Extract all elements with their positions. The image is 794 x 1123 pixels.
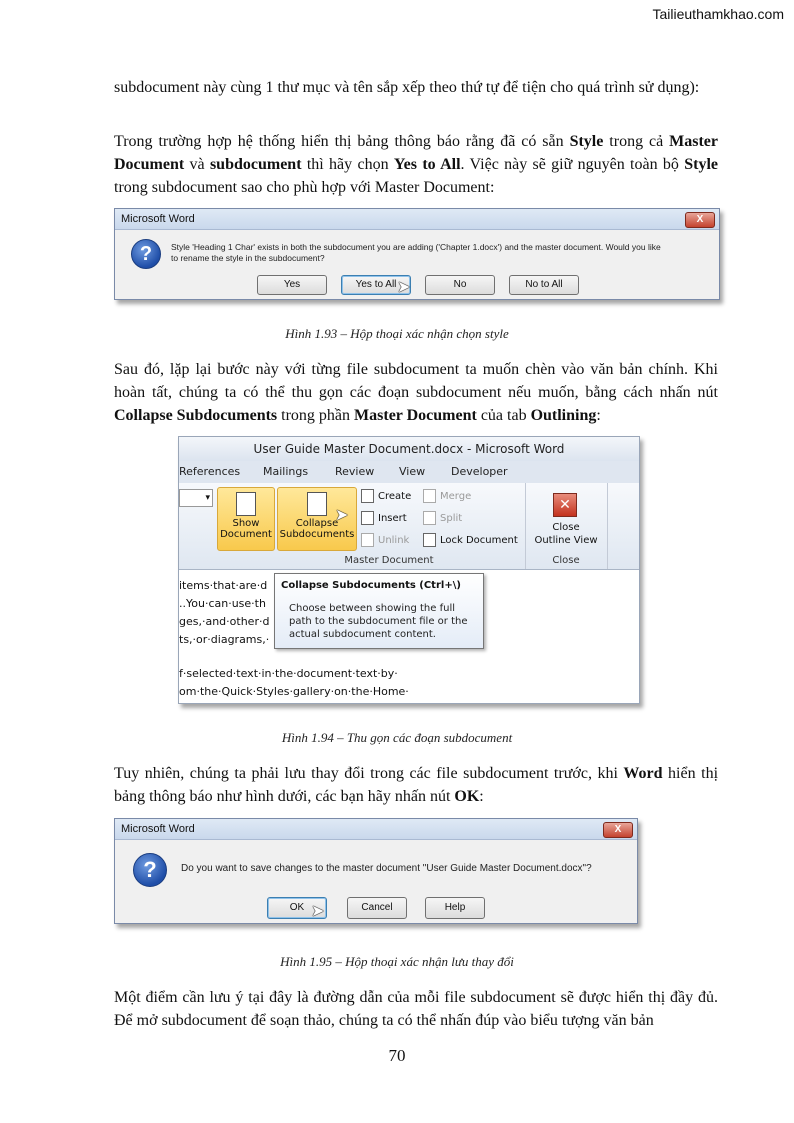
tooltip-title: Collapse Subdocuments (Ctrl+\) <box>281 580 461 591</box>
button-label: Split <box>440 513 463 524</box>
group-label-master-document: Master Document <box>344 555 434 566</box>
help-button[interactable]: Help <box>425 897 485 919</box>
bold-run: subdocument <box>209 156 302 173</box>
bold-run: Collapse Subdocuments <box>114 407 278 424</box>
bold-run: Style <box>684 156 718 173</box>
level-dropdown[interactable] <box>179 489 213 507</box>
text-run: của tab <box>476 407 531 424</box>
word-ribbon-screenshot <box>178 436 640 704</box>
bold-run: Master Document <box>354 407 477 424</box>
text-run: trong phần <box>277 407 355 424</box>
create-icon <box>361 489 374 503</box>
window-title: User Guide Master Document.docx - Microsoft Word <box>179 437 639 461</box>
doc-text-line: f·selected·text·in·the·document·text·by· <box>179 667 398 680</box>
unlink-icon <box>361 533 374 547</box>
chevron-down-icon: ▾ <box>205 493 210 503</box>
question-icon: ? <box>131 239 161 269</box>
show-document-button[interactable] <box>217 487 275 551</box>
text-run: hiển thị bảng thông báo như hình dưới, các bạn hãy nhấn nút <box>114 765 719 805</box>
unlink-button[interactable] <box>361 533 409 547</box>
yes-button[interactable]: Yes <box>257 275 327 295</box>
bold-run: Word <box>623 765 663 782</box>
create-button[interactable] <box>361 489 411 503</box>
group-divider <box>525 483 526 569</box>
bold-run: Style <box>569 133 604 150</box>
tab-review[interactable]: Review <box>335 465 375 478</box>
insert-icon <box>361 511 374 525</box>
ribbon-body <box>179 483 639 570</box>
page-number: 70 <box>388 1046 406 1065</box>
button-label: Collapse <box>295 518 339 529</box>
tooltip-body: Choose between showing the full path to the subdocument file or the actual subdocument content. <box>289 603 468 640</box>
split-button[interactable] <box>423 511 462 525</box>
tab-mailings[interactable]: Mailings <box>263 465 309 478</box>
merge-icon <box>423 489 436 503</box>
button-label: Merge <box>440 491 472 502</box>
collapse-subdocuments-tooltip <box>274 573 484 649</box>
button-label: Unlink <box>378 535 410 546</box>
button-label: Show <box>232 518 260 529</box>
ribbon-tabs <box>179 461 639 483</box>
no-to-all-button[interactable]: No to All <box>509 275 579 295</box>
button-label: Insert <box>378 513 407 524</box>
doc-text-line: ..You·can·use·th <box>179 597 266 610</box>
button-label: Outline View <box>534 535 598 546</box>
style-conflict-dialog <box>114 208 720 300</box>
lock-icon <box>423 533 436 547</box>
paragraph-4 <box>114 762 718 808</box>
text-run: Sau đó, lặp lại bước này với từng file subdocument ta muốn chèn vào văn bản chính. Khi hoàn tất, chúng ta có thể thu gọn các đoạn subdocument nếu muốn, bằng cách nhấn nút <box>114 361 718 401</box>
paragraph-5 <box>114 986 718 1032</box>
paragraph-2 <box>114 130 718 199</box>
tab-references[interactable]: References <box>179 465 241 478</box>
text-run: và <box>184 156 210 173</box>
text-run: trong cả <box>603 133 670 150</box>
no-button[interactable]: No <box>425 275 495 295</box>
watermark: Tailieuthamkhao.com <box>652 6 784 22</box>
paragraph-1-line1: subdocument này cùng 1 thư mục và tên sắp xếp theo thứ tự để tiện cho quá trình sử <box>114 79 654 96</box>
yes-to-all-button[interactable]: Yes to All <box>341 275 411 295</box>
tab-developer[interactable]: Developer <box>451 465 508 478</box>
caption-1-93: Hình 1.93 – Hộp thoại xác nhận chọn style <box>285 326 509 341</box>
doc-text-line: ges,·and·other·d <box>179 615 270 628</box>
text-run: Một điểm cần lưu ý tại đây là đường dẫn của mỗi file subdocument sẽ được hiển thị đầy đủ. Để mở subdocument để soạn thảo, chúng ta có thể nhấn đúp vào biểu tượng văn bản <box>114 989 718 1029</box>
paragraph-1-line2: dụng): <box>657 79 700 96</box>
paragraph-1 <box>114 76 718 99</box>
text-run: Trong trường hợp hệ thống hiển thị bảng thông báo rằng đã có sẵn <box>114 133 570 150</box>
button-label: Close <box>552 522 580 533</box>
button-label: Create <box>378 491 412 502</box>
dialog-message: Do you want to save changes to the master document "User Guide Master Document.docx"? <box>181 863 592 874</box>
lock-document-button[interactable] <box>423 533 518 547</box>
doc-text-line: om·the·Quick·Styles·gallery·on·the·Home· <box>179 685 409 698</box>
message-line: Style 'Heading 1 Char' exists in both the subdocument you are adding ('Chapter 1.docx') and the master document. Would you like <box>171 242 661 252</box>
button-label: Lock Document <box>440 535 518 546</box>
ok-button[interactable]: OK <box>267 897 327 919</box>
dialog-title: Microsoft Word <box>115 819 637 840</box>
dialog-message <box>171 242 711 264</box>
collapse-document-icon <box>307 492 327 516</box>
close-outline-view-button[interactable] <box>529 521 603 547</box>
caption-1-95: Hình 1.95 – Hộp thoại xác nhận lưu thay đổi <box>280 954 514 969</box>
bold-run: Master Document <box>114 133 718 173</box>
close-outline-view-icon: ✕ <box>553 493 577 517</box>
caption-1-94: Hình 1.94 – Thu gọn các đoạn subdocument <box>281 730 513 745</box>
split-icon <box>423 511 436 525</box>
text-run: thì hãy chọn <box>301 156 394 173</box>
close-icon[interactable]: X <box>685 212 715 228</box>
bold-run: OK <box>454 788 480 805</box>
text-run: : <box>596 407 601 424</box>
mouse-cursor-icon: ➤ <box>397 279 411 296</box>
group-divider <box>607 483 608 569</box>
mouse-cursor-icon: ➤ <box>335 505 349 524</box>
doc-text-line: items·that·are·d <box>179 579 268 592</box>
paragraph-3 <box>114 358 718 427</box>
dialog-title: Microsoft Word <box>115 209 719 230</box>
mouse-cursor-icon: ➤ <box>311 903 325 920</box>
document-icon <box>236 492 256 516</box>
group-label-close: Close <box>552 555 580 566</box>
doc-text-line: ts,·or·diagrams,· <box>179 633 270 646</box>
button-label: Document <box>220 529 272 540</box>
bold-run: Outlining <box>530 407 597 424</box>
tab-view[interactable]: View <box>399 465 426 478</box>
close-icon[interactable]: X <box>603 822 633 838</box>
text-run: : <box>479 788 484 805</box>
text-run: trong subdocument sao cho phù hợp với Master Document: <box>114 179 495 196</box>
question-icon: ? <box>133 853 167 887</box>
insert-button[interactable] <box>361 511 407 525</box>
bold-run: Yes to All <box>393 156 461 173</box>
merge-button[interactable] <box>423 489 471 503</box>
text-run: Tuy nhiên, chúng ta phải lưu thay đổi trong các file subdocument trước, khi <box>114 765 624 782</box>
button-label: Subdocuments <box>279 529 355 540</box>
save-changes-dialog <box>114 818 638 924</box>
cancel-button[interactable]: Cancel <box>347 897 407 919</box>
message-line: to rename the style in the subdocument? <box>171 253 325 263</box>
text-run: . Việc này sẽ giữ nguyên toàn bộ <box>460 156 685 173</box>
